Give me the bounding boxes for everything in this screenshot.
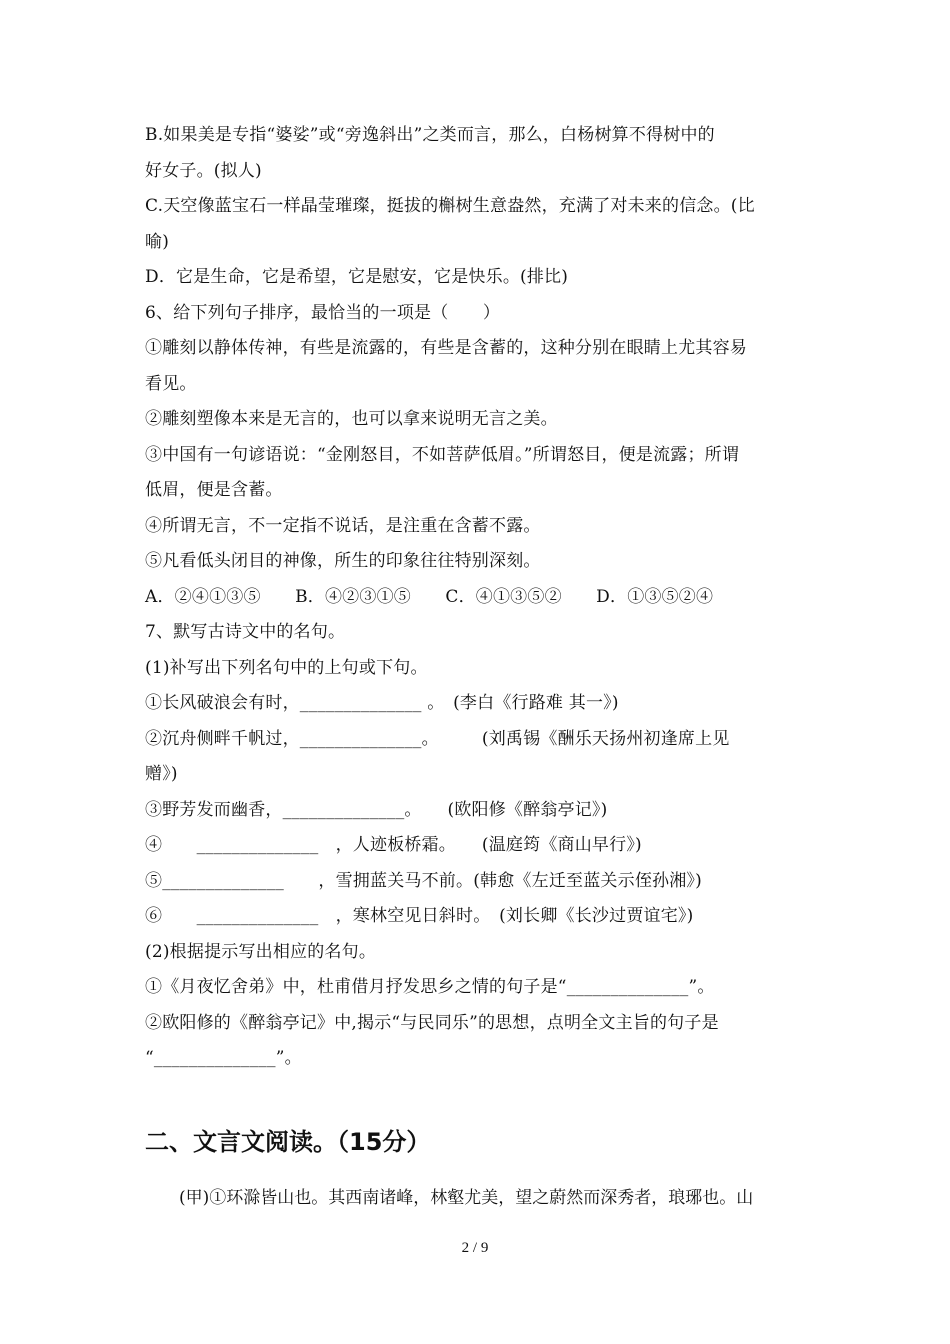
fill-blank-2-line-2: 赠》) (145, 764, 178, 784)
fill-blank-4: ④ ______________ ，人迹板桥霜。 (温庭筠《商山早行》) (145, 835, 642, 855)
section-heading: 二、文言文阅读。（15分） (145, 1128, 431, 1156)
sentence-3-line-1: ③中国有一句谚语说：“金刚怒目，不如菩萨低眉。”所谓怒目，便是流露；所谓 (145, 444, 740, 465)
fill-blank-2-line-1: ②沉舟侧畔千帆过，______________。 (刘禹锡《酬乐天扬州初逢席上见 (145, 728, 730, 749)
sentence-1-line-2: 看见。 (145, 373, 197, 394)
option-b-line-1: B.如果美是专指“婆娑”或“旁逸斜出”之类而言，那么，白杨树算不得树中的 (145, 125, 715, 145)
question-6-stem: 6、给下列句子排序，最恰当的一项是（ ） (145, 302, 501, 323)
fill-blank-1: ①长风破浪会有时，______________ 。 (李白《行路难 其一》) (145, 693, 619, 713)
option-b-line-2: 好女子。(拟人) (145, 160, 262, 181)
sentence-1-line-1: ①雕刻以静体传神，有些是流露的，有些是含蓄的，这种分别在眼睛上尤其容易 (145, 338, 747, 358)
fill-blank-3: ③野芳发而幽香，______________。 (欧阳修《醉翁亭记》) (145, 799, 608, 820)
prompt-blank-1: ①《月夜忆舍弟》中，杜甫借月抒发思乡之情的句子是“______________”。 (145, 977, 715, 997)
sentence-4: ④所谓无言，不一定指不说话，是注重在含蓄不露。 (145, 515, 541, 536)
prompt-blank-2-line-1: ②欧阳修的《醉翁亭记》中,揭示“与民同乐”的思想，点明全文主旨的句子是 (145, 1012, 719, 1033)
question-body (145, 118, 810, 1077)
question-7-part-2: (2)根据提示写出相应的名句。 (145, 941, 377, 962)
option-c-line-1: C.天空像蓝宝石一样晶莹璀璨，挺拔的槲树生意盎然，充满了对未来的信念。(比 (145, 196, 755, 216)
prompt-blank-2-line-2: “______________”。 (145, 1048, 302, 1068)
page-number: 2 / 9 (461, 1240, 489, 1256)
option-c-line-2: 喻) (145, 231, 170, 252)
sentence-3-line-2: 低眉，便是含蓄。 (145, 480, 283, 500)
fill-blank-6: ⑥ ______________ ，寒林空见日斜时。 (刘长卿《长沙过贾谊宅》) (145, 906, 694, 926)
sentence-2: ②雕刻塑像本来是无言的，也可以拿来说明无言之美。 (145, 409, 558, 429)
fill-blank-5: ⑤______________ ，雪拥蓝关马不前。(韩愈《左迁至蓝关示侄孙湘》) (145, 870, 702, 891)
option-d-line: D．它是生命，它是希望，它是慰安，它是快乐。(排比) (145, 267, 569, 287)
classical-text-paragraph: (甲)①环滁皆山也。其西南诸峰，林壑尤美，望之蔚然而深秀者，琅琊也。山 (179, 1188, 754, 1208)
question-7-stem: 7、默写古诗文中的名句。 (145, 622, 346, 642)
question-7-part-1: (1)补写出下列名句中的上句或下句。 (145, 657, 428, 678)
question-6-options: A．②④①③⑤ B．④②③①⑤ C．④①③⑤② D．①③⑤②④ (145, 586, 714, 607)
sentence-5: ⑤凡看低头闭目的神像，所生的印象往往特别深刻。 (145, 551, 541, 571)
